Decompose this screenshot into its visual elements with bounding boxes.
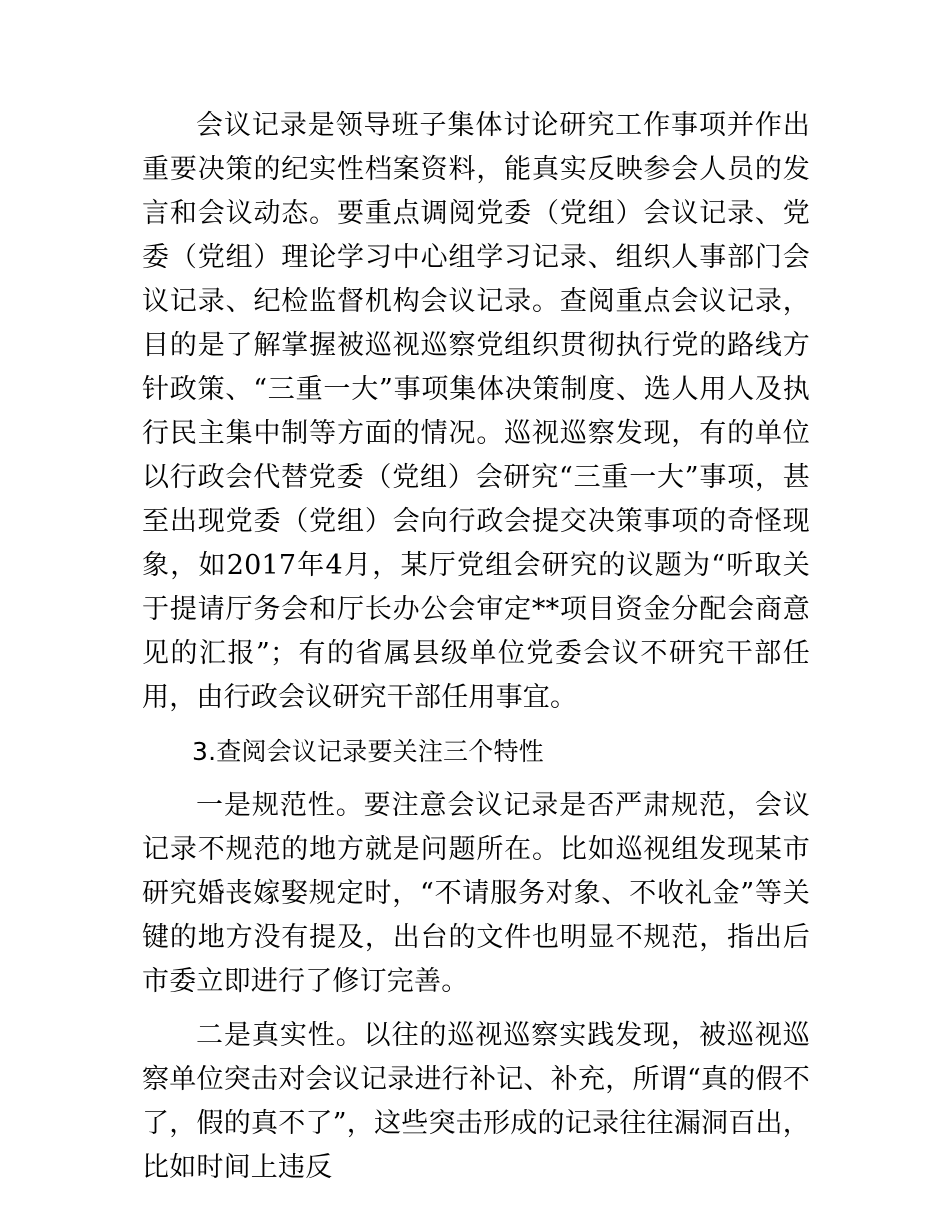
paragraph-authenticity: 二是真实性。以往的巡视巡察实践发现，被巡视巡察单位突击对会议记录进行补记、补充，所谓“真的假不了，假的真不了”，这些突击形成的记录往往漏洞百出，比如时间上违反 <box>142 1020 810 1183</box>
paragraph-standardization: 一是规范性。要注意会议记录是否严肃规范，会议记录不规范的地方就是问题所在。比如巡视组发现某市研究婚丧嫁娶规定时，“不请服务对象、不收礼金”等关键的地方没有提及，出台的文件也明显不规范，指出后市委立即进行了修订完善。 <box>142 790 810 997</box>
paragraph-meeting-records: 会议记录是领导班子集体讨论研究工作事项并作出重要决策的纪实性档案资料，能真实反映参会人员的发言和会议动态。要重点调阅党委（党组）会议记录、党委（党组）理论学习中心组学习记录、组织人事部门会议记录、纪检监督机构会议记录。查阅重点会议记录，目的是了解掌握被巡视巡察党组织贯彻执行党的路线方针政策、“三重一大”事项集体决策制度、选人用人及执行民主集中制等方面的情况。巡视巡察发现，有的单位以行政会代替党委（党组）会研究“三重一大”事项，甚至出现党委（党组）会向行政会提交决策事项的奇怪现象，如2017年4月，某厅党组会研究的议题为“听取关于提请厅务会和厅长办公会审定**项目资金分配会商意见的汇报”；有的省属县级单位党委会议不研究干部任用，由行政会议研究干部任用事宜。 <box>142 110 810 713</box>
section-heading: 3.查阅会议记录要关注三个特性 <box>192 737 544 766</box>
document-body <box>142 104 810 1200</box>
